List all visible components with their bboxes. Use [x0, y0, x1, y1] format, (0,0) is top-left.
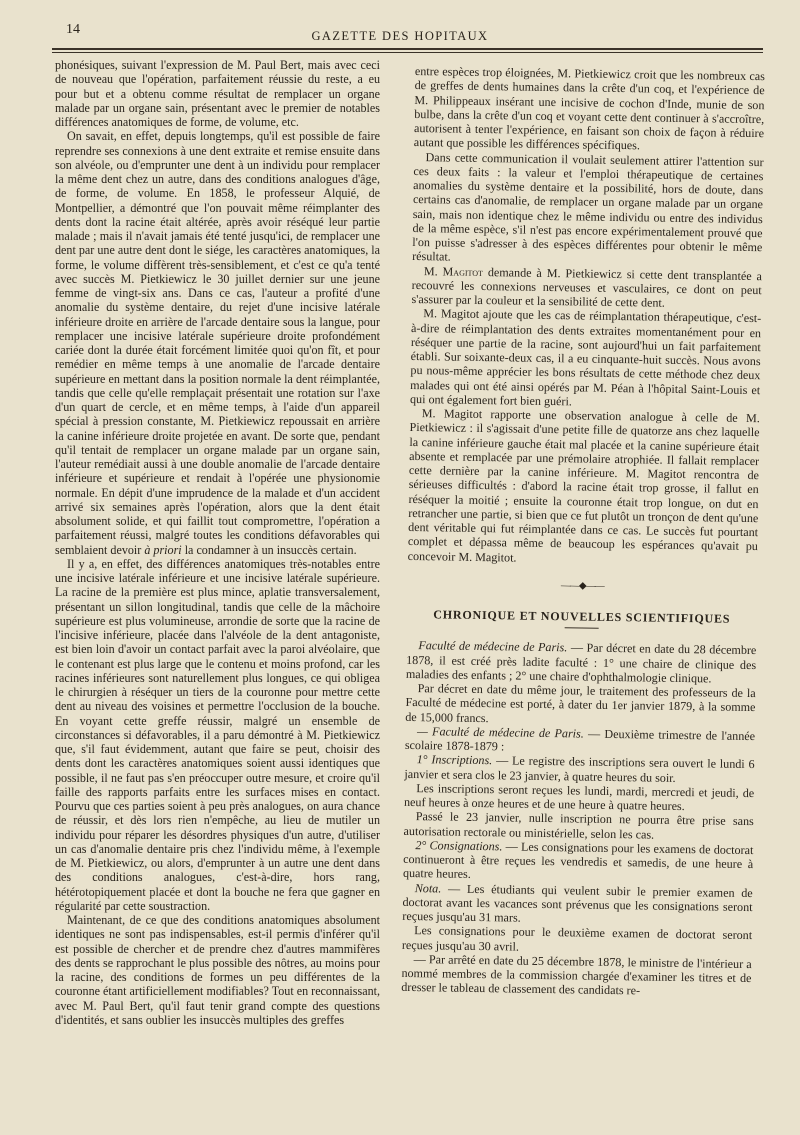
paragraph-text: On savait, en effet, depuis longtemps, qu'il est possible de faire reprendre ses connexions à une dent extraite et remise ensuite dans son alvéole, ou d'emprunter une dent à un individu pour remplacer la même dent chez un autre, dans des conditions analogues d'âge, de forme, de volume. En 1858, le professeur Alquié, de Montpellier, a démontré que l'on pouvait même réimplanter des dents dont la racine était altérée, après avoir réséqué leur partie malade ; mais il n'avait jamais été tenté jusqu'ici, de remplacer une dent par une autre dent dont le siége, les caractères anatomiques, la forme, le volume diffèrent très-sensiblement, et c'est ce qu'a tenté avec succès M. Pietkiewicz le 30 juillet dernier sur une jeune femme de vingt-six ans. Dans ce cas, l'auteur a profité d'une anomalie du système dentaire, du rejet d'une incisive latérale inférieure droite en arrière de l'arcade dentaire sous la langue, pour remplacer une incisive latérale supérieure droite profondément cariée dont la durée était forcément limitée quoi qu'on fît, et pour remédier en même temps à une anomalie de l'arcade dentaire supérieure en mettant dans la position normale la dent réimplantée, tandis que celle qu'elle remplaçait présentait une rotation sur l'axe d'un quart de cercle, et en même temps, à l'aide d'un appareil spécial à pression constante, M. Pietkiewicz repoussait en arrière la canine inférieure droite projetée en avant. De sorte que, pendant qu'il tentait de remplacer un organe malade par un organe sain, l'auteur remédiait aussi à une double anomalie de l'arcade dentaire inférieure et supérieure et rendait à l'opérée une physionomie normale. En dépit d'une imprudence de la malade et d'un accident arrivé six semaines après l'opération, alors que la dent était absolument solide, et qui faillit tout compromettre, l'opération a parfaitement réussi, malgré toutes les conditions défavorables qui semblaient devoir	[55, 129, 380, 557]
emphasis: à priori	[144, 542, 182, 557]
paragraph-text: — Par décret en date du 28 décembre 1878, il est créé près ladite faculté : 1° une chaire de clinique des maladies des enfants ; 2° une chaire d'ophthalmologie clinique.	[405, 640, 757, 686]
emphasis: 1° Inscriptions.	[416, 752, 493, 768]
news-item: — Par arrêté en date du 25 décembre 1878, le ministre de l'intérieur a nommé membres de la commission chargée d'examiner les titres et de dresser le tableau de classement des candidats re-	[401, 951, 752, 998]
emphasis: Nota.	[414, 880, 442, 895]
paragraph: M. Magitot ajoute que les cas de réimplantation thérapeutique, c'est-à-dire de réimplantation des dents extraites momentanément pour en réséquer une partie de la racine, sont aujourd'hui un fait parfaitement établi. Sur soixante-deux cas, il a eu cinquante-huit succès. Nous avons pu nous-même apprécier les bons résultats de cette méthode chez deux malades qui ont été ainsi opérés par M. Péan à l'hôpital Saint-Louis et qui ont également fort bien guéri.	[409, 306, 762, 409]
header-rule	[52, 48, 763, 50]
right-column	[401, 64, 765, 1000]
paragraph-text: la condamner à un insuccès certain.	[184, 542, 357, 557]
emphasis: — Faculté de médecine de Paris.	[417, 723, 584, 741]
paragraph: Il y a, en effet, des différences anatomiques très-notables entre une incisive latérale inférieure et une incisive latérale supérieure. La racine de la première est plus mince, aplatie transversalement, présentant un sillon longitudinal, tandis que celle de la mâchoire supérieure est plus volumineuse, arrondie de sorte que la racine de l'incisive inférieure, placée dans l'alvéole de la dent antagoniste, est bien loin d'avoir un contact parfait avec la paroi alvéolaire, que le contenant est plus large que le contenu et moins profond, car les racines inférieures sont naturellement plus longues, ce qui obligea le chirurgien à réséquer un tiers de la couronne pour mettre cette dent au niveau des voisines et permettre l'occlusion de la bouche. En voyant cette greffe réussir, malgré un ensemble de circonstances si défavorables, il a paru démontré à M. Pietkiewicz que, s'il faut évidemment, autant que faire se peut, choisir des dents dont les caractères anatomiques soient aussi identiques que possible, il ne faut pas s'en préoccuper outre mesure, et croire qu'il faille des rapports parfaits entre les surfaces mises en contact. Pourvu que ces parties soient à peu près analogues, on aura chance de réussir, et dès lors rien n'empêche, au lieu de mutiler un individu pour réparer les désordres physiques d'un autre, d'utiliser un cas d'anomalie dentaire pris chez l'individu même, à l'exemple de M. Pietkiewicz, ou alors, d'emprunter à un autre une dent dans des conditions analogues, c'est-à-dire, hors rang, hétérotopiquement placée et dont la bouche ne fera que gagner en régularité par cette soustraction.	[55, 556, 380, 913]
section-title: CHRONIQUE ET NOUVELLES SCIENTIFIQUES	[433, 607, 731, 626]
news-item: Passé le 23 janvier, nulle inscription ne pourra être prise sans autorisation rectorale ou ministérielle, selon les cas.	[403, 809, 754, 842]
title-rule	[565, 628, 599, 630]
running-header: GAZETTE DES HOPITAUX	[311, 29, 489, 43]
paragraph-text: — Les consignations pour les examens de doctorat continueront à être reçues les vendredis et samedis, de une heure à quatre heures.	[402, 839, 754, 882]
emphasis: 2° Consignations.	[415, 837, 503, 854]
news-item	[403, 838, 754, 886]
speaker-name: M. Magitot	[423, 263, 484, 279]
news-item	[402, 880, 753, 928]
paragraph	[411, 263, 762, 311]
section-divider: ——◆——	[560, 579, 604, 592]
paragraph: phonésiques, suivant l'expression de M. Paul Bert, mais avec ceci de nouveau que l'opération, parfaitement réussie du reste, a eu pour but et a obtenu comme résultat de remplacer un organe malade par un organe sain, présentant avec le premier de notables différences anatomiques de forme, de volume, etc.	[55, 58, 380, 129]
paragraph: entre espèces trop éloignées, M. Pietkiewicz croit que les nombreux cas de greffes de dents humaines dans la crête d'un coq, et l'expérience de M. Philippeaux insérant une incisive de cochon d'Inde, munie de son bulbe, dans la crête d'un coq et voyant cette dent continuer à s'accroître, autorisent à tenter l'expérience, en faisant son choix de façon à réduire autant que possible les différences spécifiques.	[413, 64, 765, 153]
paragraph-text: demande à M. Pietkiewicz si cette dent transplantée a recouvré les connexions nerveuses et vasculaires, ce dont on peut s'assurer par la couleur et la sensibilité de cette dent.	[411, 264, 763, 310]
news-item: Par décret en date du même jour, le traitement des professeurs de la Faculté de médecine est porté, à dater du 1er janvier 1879, à la somme de 15,000 francs.	[405, 681, 756, 725]
paragraph	[55, 129, 380, 557]
emphasis: Faculté de médecine de Paris.	[418, 638, 568, 655]
paragraph-text: — Deuxième trimestre de l'année scolaire 1878-1879 :	[404, 726, 756, 754]
news-item: Les inscriptions seront reçues les lundi, mardi, mercredi et jeudi, de neuf heures à onze heures et de une heure à quatre heures.	[403, 780, 755, 814]
header-rule-thin	[52, 52, 763, 53]
paragraph-text: — Le registre des inscriptions sera ouvert le lundi 6 janvier et sera clos le 23 janvier, à quatre heures du soir.	[404, 753, 755, 785]
paragraph-text: — Les étudiants qui veulent subir le premier examen de doctorat avant les vacances sont prévenus que les consignations seront reçues jusqu'au 31 mars.	[402, 881, 753, 925]
left-column	[55, 58, 380, 1027]
news-item: Les consignations pour le deuxième examen de doctorat seront reçues jusqu'au 30 avril.	[401, 923, 753, 954]
paragraph: Maintenant, de ce que des conditions anatomiques absolument identiques ne sont pas indispensables, est-il permis d'inférer qu'il est possible de chercher et de prendre chez d'autres mammifères des dents se rapprochant le plus possible des nôtres, au moins pour la racine, des conditions de formes un peu différentes de la couronne étant artificiellement modifiables? Tout en reconnaissant, avec M. Paul Bert, qu'il faut tenir grand compte des questions d'identités, et sans oublier les insuccès multiples des greffes	[55, 913, 381, 1027]
news-item	[406, 638, 757, 686]
page-number: 14	[66, 22, 80, 37]
paragraph: M. Magitot rapporte une observation analogue à celle de M. Pietkiewicz : il s'agissait d'une petite fille de quatorze ans chez laquelle la canine inférieure gauche était mal placée et la canine supérieure était absente et remplacée par une prémolaire atrophiée. Il fallait remplacer cette dernière par la canine inférieure. M. Magitot rencontra de sérieuses difficultés : d'abord la racine était trop grosse, il fallut en réséquer la moitié ; ensuite la couronne était trop longue, on dut en retrancher une partie, si bien que ce fut plutôt un tronçon de dent qu'une dent véritable qui fut réimplantée dans ce cas. Le succès fut pourtant complet et dépassa même de beaucoup les espérances qu'avait pu concevoir M. Magitot.	[407, 406, 760, 565]
paragraph: Dans cette communication il voulait seulement attirer l'attention sur ces deux faits : la valeur et l'emploi thérapeutique de certaines anomalies du système dentaire et la possibilité, hors de doute, dans certains cas d'anomalie, de remplacer un organe malade par un organe sain, mais non identique chez le même individu ou entre des individus de la même espèce, s'il n'est pas encore expérimentalement prouvé que l'on puisse s'adresser à des espèces différentes pour obtenir le même résultat.	[412, 149, 764, 264]
